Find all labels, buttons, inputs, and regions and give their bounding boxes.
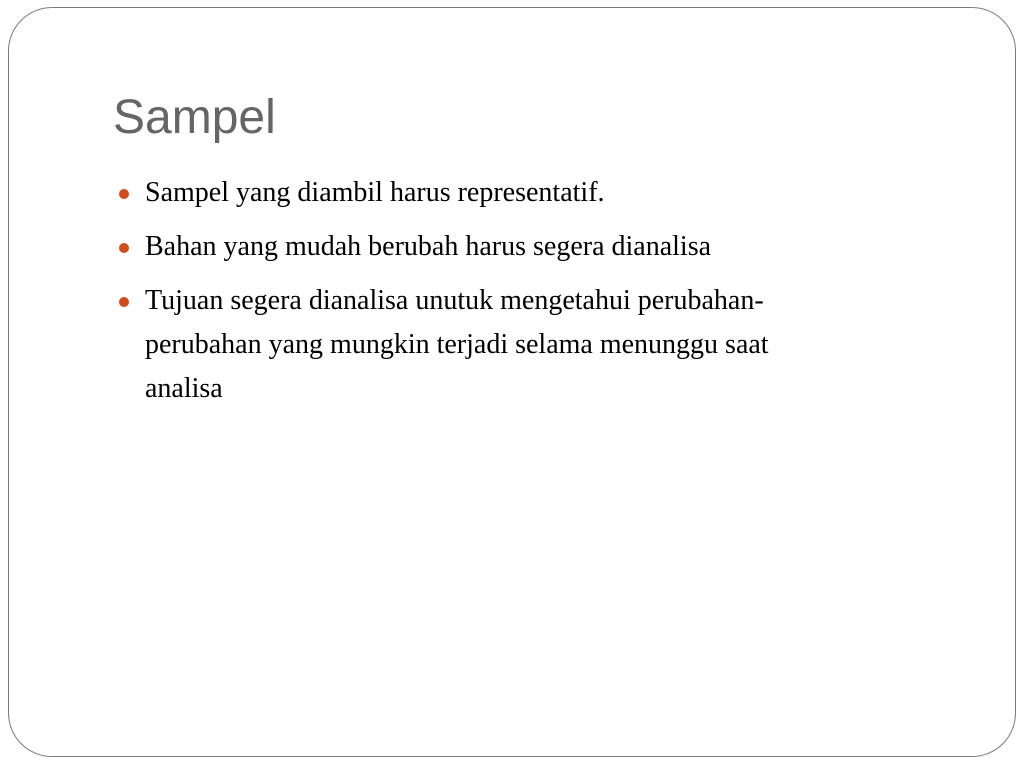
bullet-text: Bahan yang mudah berubah harus segera dianalisa <box>145 231 712 262</box>
bullet-text: Tujuan segera dianalisa unutuk mengetahui perubahan- perubahan yang mungkin terjadi selama menunggu saat analisa <box>145 285 769 404</box>
bullet-marker-icon <box>119 243 129 253</box>
bullet-list <box>113 171 913 421</box>
bullet-marker-icon <box>119 189 129 199</box>
slide-title: Sampel <box>113 91 276 144</box>
bullet-text: Sampel yang diambil harus representatif. <box>145 177 605 208</box>
bullet-marker-icon <box>119 297 129 307</box>
slide <box>8 7 1016 757</box>
bullet-item <box>113 171 913 215</box>
bullet-item <box>113 225 913 269</box>
bullet-item <box>113 279 913 411</box>
